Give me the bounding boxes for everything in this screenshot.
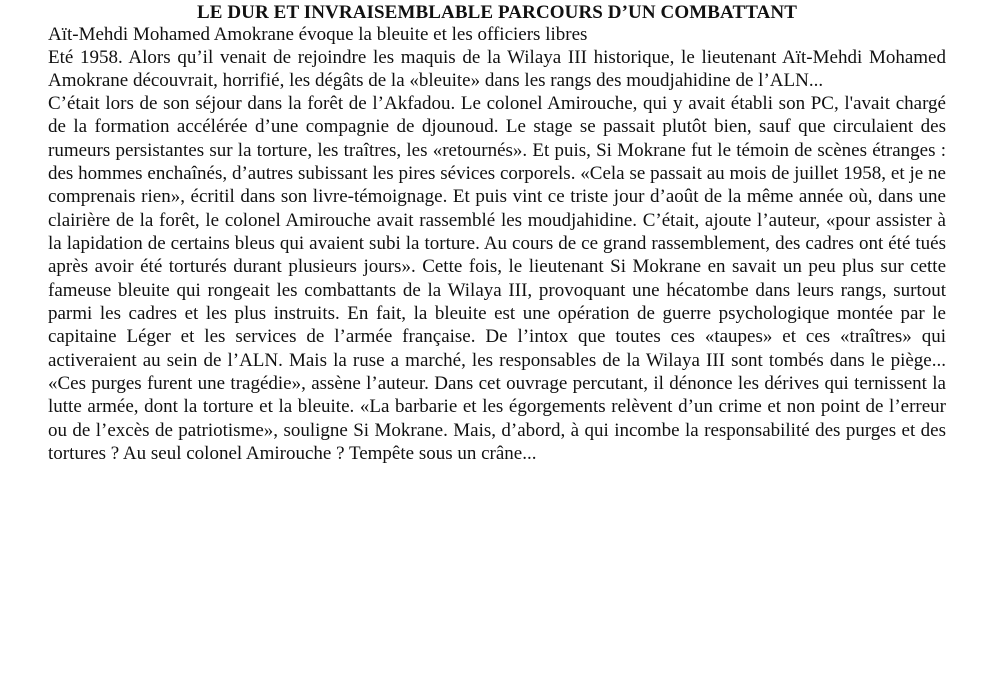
article-title: LE DUR ET INVRAISEMBLABLE PARCOURS D’UN COMBATTANT [196, 2, 798, 23]
article [48, 2, 946, 466]
article-paragraph-intro: Eté 1958. Alors qu’il venait de rejoindre les maquis de la Wilaya III historique, le lieutenant Aït-Mehdi Mohamed Amokrane découvrait, horrifié, les dégâts de la «bleuite» dans les rangs des moudjahidine de l’ALN... [48, 47, 946, 91]
article-paragraph-body: C’était lors de son séjour dans la forêt de l’Akfadou. Le colonel Amirouche, qui y avait établi son PC, l'avait chargé de la formation accélérée d’une compagnie de djounoud. Le stage se passait plutôt bien, sauf que circulaient des rumeurs persistantes sur la torture, les traîtres, les «retournés». Et puis, Si Mokrane fut le témoin de scènes étranges : des hommes enchaînés, d’autres subissant les pires sévices corporels. «Cela se passait au mois de juillet 1958, et je ne comprenais rien», écritil dans son livre-témoignage. Et puis vint ce triste jour d’août de la même année où, dans une clairière de la forêt, le colonel Amirouche avait rassemblé les moudjahidine. C’était, ajoute l’auteur, «pour assister à la lapidation de certains bleus qui avaient subi la torture. Au cours de ce grand rassemblement, des cadres ont été tués après avoir été torturés durant plusieurs jours». Cette fois, le lieutenant Si Mokrane en savait un peu plus sur cette fameuse bleuite qui rongeait les combattants de la Wilaya III, provoquant une hécatombe dans leurs rangs, surtout parmi les cadres et les plus instruits. En fait, la bleuite est une opération de guerre psychologique montée par le capitaine Léger et les services de l’armée française. De l’intox que toutes ces «taupes» et ces «traîtres» qui activeraient au sein de l’ALN. Mais la ruse a marché, les responsables de la Wilaya III sont tombés dans le piège... «Ces purges furent une tragédie», assène l’auteur. Dans cet ouvrage percutant, il dénonce les dérives qui ternissent la lutte armée, dont la torture et la bleuite. «La barbarie et les égorgements relèvent d’un crime et non point de l’erreur ou de l’excès de patriotisme», souligne Si Mokrane. Mais, d’abord, à qui incombe la responsabilité des purges et des tortures ? Au seul colonel Amirouche ? Tempête sous un crâne... [48, 93, 946, 465]
article-subtitle: Aït-Mehdi Mohamed Amokrane évoque la bleuite et les officiers libres [48, 24, 588, 45]
